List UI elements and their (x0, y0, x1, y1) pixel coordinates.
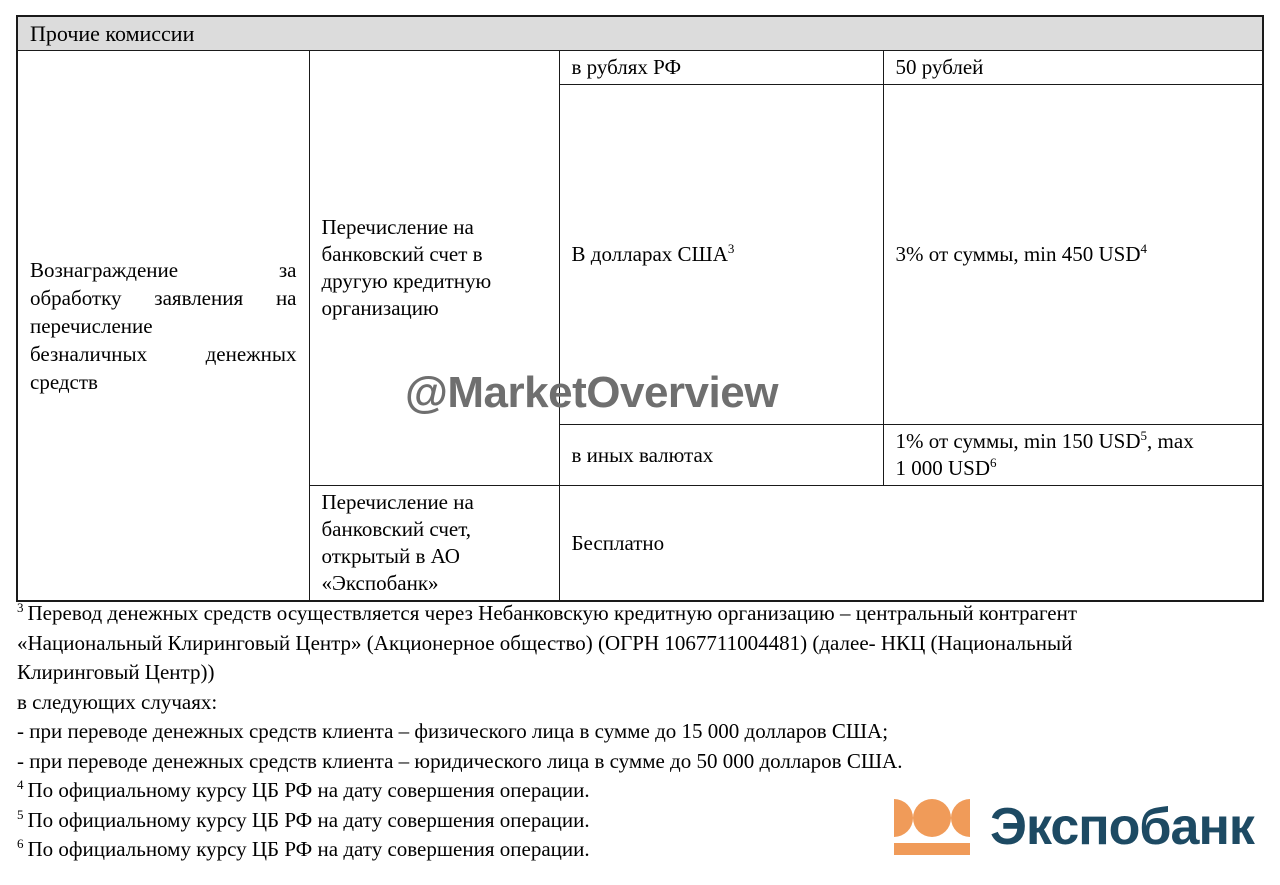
expobank-logo-text: Экспобанк (990, 798, 1254, 856)
service-line: обработку заявления на (30, 285, 297, 310)
transfer-line: банковский счет в (321, 242, 483, 266)
service-line: безналичных денежных (30, 341, 297, 366)
footnote-text: По официальному курсу ЦБ РФ на дату совершения операции. (27, 807, 590, 832)
fee-other-cell (883, 425, 1263, 486)
footnote-text: Перевод денежных средств осуществляется через Небанковскую кредитную организацию – центральный контрагент (27, 601, 1078, 625)
service-line: Вознаграждение за (30, 257, 297, 282)
transfer-expobank-cell (309, 486, 559, 602)
footnote-ref-4: 4 (1140, 241, 1148, 256)
transfer-other-bank-cell (309, 51, 559, 486)
footnote-line (17, 658, 1267, 688)
footnote-line (17, 717, 1267, 747)
footnote-text: По официальному курсу ЦБ РФ на дату совершения операции. (27, 778, 590, 802)
footnote-line (17, 599, 1267, 629)
service-line: средств (30, 369, 98, 394)
transfer-line: Перечисление на (321, 490, 474, 514)
currency-rub-cell: в рублях РФ (559, 51, 883, 85)
footnote-line (17, 688, 1267, 718)
fee-rub-cell: 50 рублей (883, 51, 1263, 85)
footnote-text: - при переводе денежных средств клиента – юридического лица в сумме до 50 000 долларов США. (17, 748, 903, 773)
footnote-sup: 3 (17, 600, 24, 615)
footnote-text: в следующих случаях: (17, 689, 218, 714)
transfer-line: другую кредитную (321, 269, 492, 293)
fee-other-text-1: 1% от суммы, min 150 USD (895, 429, 1141, 453)
footnote-sup: 5 (17, 806, 24, 822)
transfer-line: «Экспобанк» (321, 571, 439, 595)
footnote-ref-5: 5 (1140, 428, 1148, 443)
footnote-text: «Национальный Клиринговый Центр» (Акционерное общество) (ОГРН 1067711004481) (далее- НКЦ (Национальный (17, 630, 1073, 655)
currency-usd-text: В долларах США (571, 242, 728, 266)
footnote-ref-3: 3 (727, 241, 735, 256)
fee-free-cell: Бесплатно (559, 486, 1263, 602)
service-name-cell (17, 51, 309, 602)
tariff-table (16, 15, 1264, 602)
currency-other-cell: в иных валютах (559, 425, 883, 486)
service-line: перечисление (30, 313, 153, 338)
expobank-logo (888, 796, 1254, 858)
transfer-line: Перечисление на (321, 215, 474, 239)
watermark-text: @MarketOverview (405, 368, 778, 417)
footnote-ref-6: 6 (990, 455, 997, 470)
fee-other-text-2: , max 1 000 USD (895, 429, 1194, 480)
footnote-line (17, 629, 1267, 659)
fee-usd-cell (883, 85, 1263, 425)
expobank-crown-icon (888, 796, 976, 858)
footnote-text: - при переводе денежных средств клиента – физического лица в сумме до 15 000 долларов США; (17, 719, 889, 743)
footnote-sup: 6 (17, 836, 24, 851)
table-row-rub (17, 51, 1263, 85)
transfer-line: открытый в АО (321, 544, 460, 568)
table-header-row (17, 16, 1263, 51)
footnote-line (17, 747, 1267, 777)
transfer-line: банковский счет, (321, 517, 472, 541)
fee-usd-text: 3% от суммы, min 450 USD (895, 242, 1141, 266)
footnote-sup: 4 (17, 777, 24, 792)
footnote-text: Клиринговый Центр)) (17, 660, 215, 684)
transfer-line: организацию (321, 296, 439, 320)
footnote-text: По официальному курсу ЦБ РФ на дату совершения операции. (27, 837, 590, 861)
table-title: Прочие комиссии (17, 16, 1263, 51)
